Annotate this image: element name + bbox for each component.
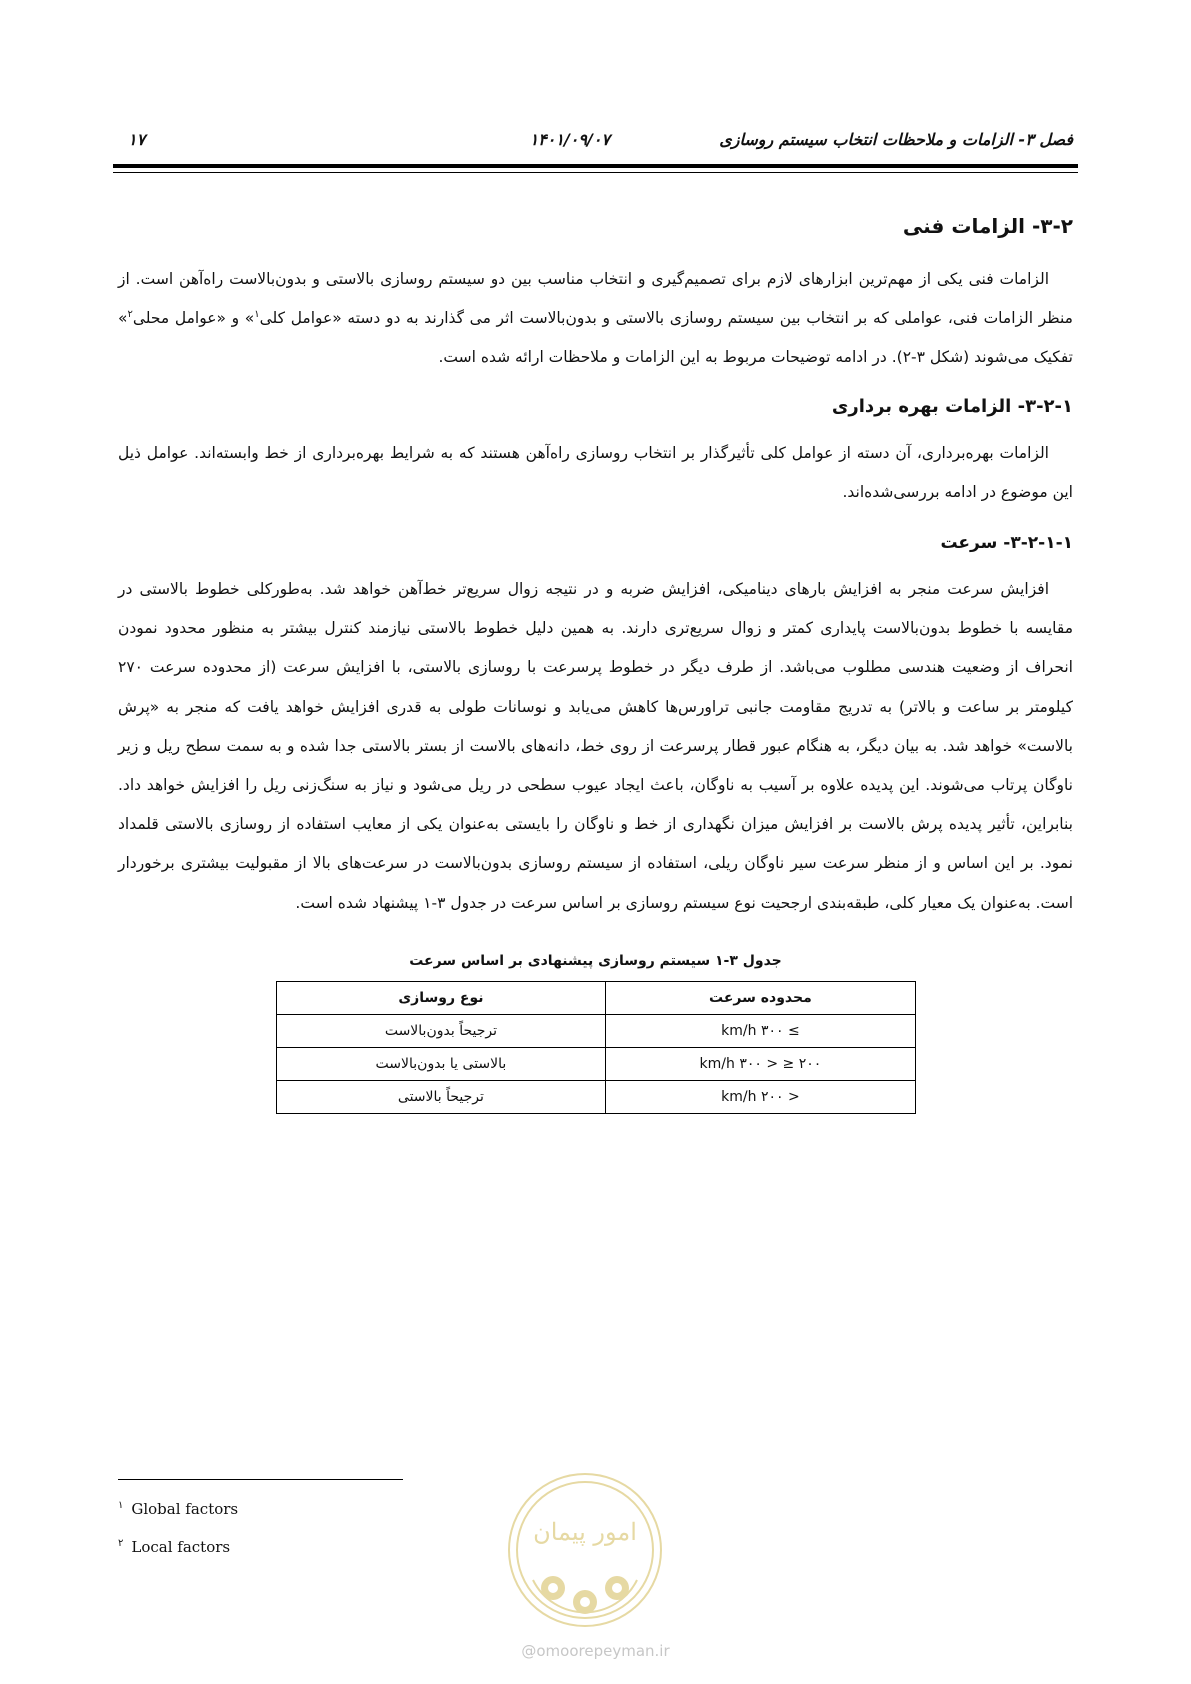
header-rule-thick bbox=[113, 164, 1078, 168]
seal-watermark-logo bbox=[505, 1470, 665, 1630]
table-caption: جدول ۳-۱ سیستم روسازی پیشنهادی بر اساس سرعت bbox=[409, 952, 782, 969]
section-heading: ۳-۲- الزامات فنی bbox=[902, 214, 1073, 238]
speed-cell: < ۲۰۰ km/h bbox=[606, 1080, 915, 1113]
speed-table bbox=[276, 981, 916, 1114]
type-cell: بالاستی یا بدون‌بالاست bbox=[276, 1047, 606, 1080]
footnote-mark: ۲ bbox=[118, 1538, 124, 1549]
table-row bbox=[276, 1047, 915, 1080]
header-rule-thin bbox=[113, 172, 1078, 173]
subsubsection-heading: ۳-۲-۱-۱- سرعت bbox=[940, 533, 1073, 554]
header-date: ۱۴۰۱/۰۹/۰۷ bbox=[529, 130, 610, 149]
table-row bbox=[276, 1080, 915, 1113]
column-header-type: نوع روسازی bbox=[276, 981, 606, 1014]
footnote-separator bbox=[118, 1479, 403, 1480]
type-cell: ترجیحاً بدون‌بالاست bbox=[276, 1014, 606, 1047]
speed-paragraph: افزایش سرعت منجر به افزایش بارهای دینامیکی، افزایش ضربه و در نتیجه زوال سریع‌تر خط‌آهن خواهد شد. به‌طورکلی خطوط بالاستی در مقایسه با خطوط بدون‌بالاست پایداری کمتر و زوال سریع‌تری دارند. به همین دلیل خطوط بالاستی نیازمند کنترل بیشتر به منظور محدود نمودن انحراف از وضعیت هندسی مطلوب می‌باشد. از طرف دیگر در خطوط پرسرعت با روسازی بالاستی، با افزایش سرعت (از محدوده سرعت ۲۷۰ کیلومتر بر ساعت و بالاتر) به تدریج مقاومت جانبی تراورس‌ها کاهش می‌یابد و نوسانات طولی به قدری افزایش خواهد یافت که منجر به «پرش بالاست» خواهد شد. به بیان دیگر، به هنگام عبور قطار پرسرعت از روی خط، دانه‌های بالاست از بستر بالاستی جدا شده و به سمت سطح ریل و زیر ناوگان پرتاب می‌شوند. این پدیده علاوه بر آسیب به ناوگان، باعث ایجاد عیوب سطحی در ریل می‌شود و نیاز به سنگ‌زنی ریل را افزایش خواهد داد. بنابراین، تأثیر پدیده پرش بالاست بر افزایش میزان نگهداری از خط و ناوگان را بایستی به‌عنوان یکی از معایب استفاده از روسازی بالاستی قلمداد نمود. بر این اساس و از منظر سرعت سیر ناوگان ریلی، استفاده از سیستم روسازی بدون‌بالاست در سرعت‌های بالا از مقبولیت بیشتری برخوردار است. به‌عنوان یک معیار کلی، طبقه‌بندی ارجحیت نوع سیستم روسازی بر اساس سرعت در جدول ۳-۱ پیشنهاد شده است. bbox=[118, 580, 1073, 912]
chapter-title: فصل ۳- الزامات و ملاحظات انتخاب سیستم روسازی bbox=[719, 130, 1073, 149]
page-body bbox=[118, 210, 1073, 1114]
watermark-url: @omoorepeyman.ir bbox=[521, 1642, 670, 1660]
speed-cell: ۲۰۰ ≤ < ۳۰۰ km/h bbox=[606, 1047, 915, 1080]
subsection-paragraph: الزامات بهره‌برداری، آن دسته از عوامل کلی تأثیرگذار بر انتخاب روسازی راه‌آهن هستند که به شرایط بهره‌برداری از خط وابسته‌اند. عوامل ذیل این موضوع در ادامه بررسی‌شده‌اند. bbox=[118, 443, 1073, 501]
footnote-text: Local factors bbox=[131, 1538, 231, 1556]
table-row bbox=[276, 1014, 915, 1047]
footnote-text: Global factors bbox=[131, 1500, 239, 1518]
footnote-mark: ۱ bbox=[118, 1500, 124, 1511]
page-number: ۱۷ bbox=[128, 130, 146, 149]
section-intro-paragraph: الزامات فنی یکی از مهم‌ترین ابزارهای لازم برای تصمیم‌گیری و انتخاب مناسب بین دو سیستم روسازی بالاستی و بدون‌بالاست راه‌آهن است. از منظر الزامات فنی، عواملی که بر انتخاب بین سیستم روسازی بالاستی و بدون‌بالاست اثر می گذارند به دو دسته «عوامل کلی$^۱$» و «عوامل محلی$^۲$» تفکیک می‌شوند (شکل ۳-۲). در ادامه توضیحات مربوط به این الزامات و ملاحظات ارائه شده است. bbox=[118, 270, 1073, 367]
running-header bbox=[118, 130, 1073, 156]
footnote-1 bbox=[118, 1500, 238, 1518]
footnote-2 bbox=[118, 1538, 230, 1556]
svg-text:امور پیمان: امور پیمان bbox=[533, 1518, 637, 1546]
table-header-row bbox=[276, 981, 915, 1014]
subsection-heading: ۳-۲-۱- الزامات بهره برداری bbox=[831, 395, 1073, 417]
footnote-ref-1[interactable]: ۱ bbox=[254, 309, 260, 321]
footnote-ref-2[interactable]: ۲ bbox=[127, 309, 133, 321]
speed-cell: ≥ ۳۰۰ km/h bbox=[606, 1014, 915, 1047]
type-cell: ترجیحاً بالاستی bbox=[276, 1080, 606, 1113]
column-header-speed: محدوده سرعت bbox=[606, 981, 915, 1014]
